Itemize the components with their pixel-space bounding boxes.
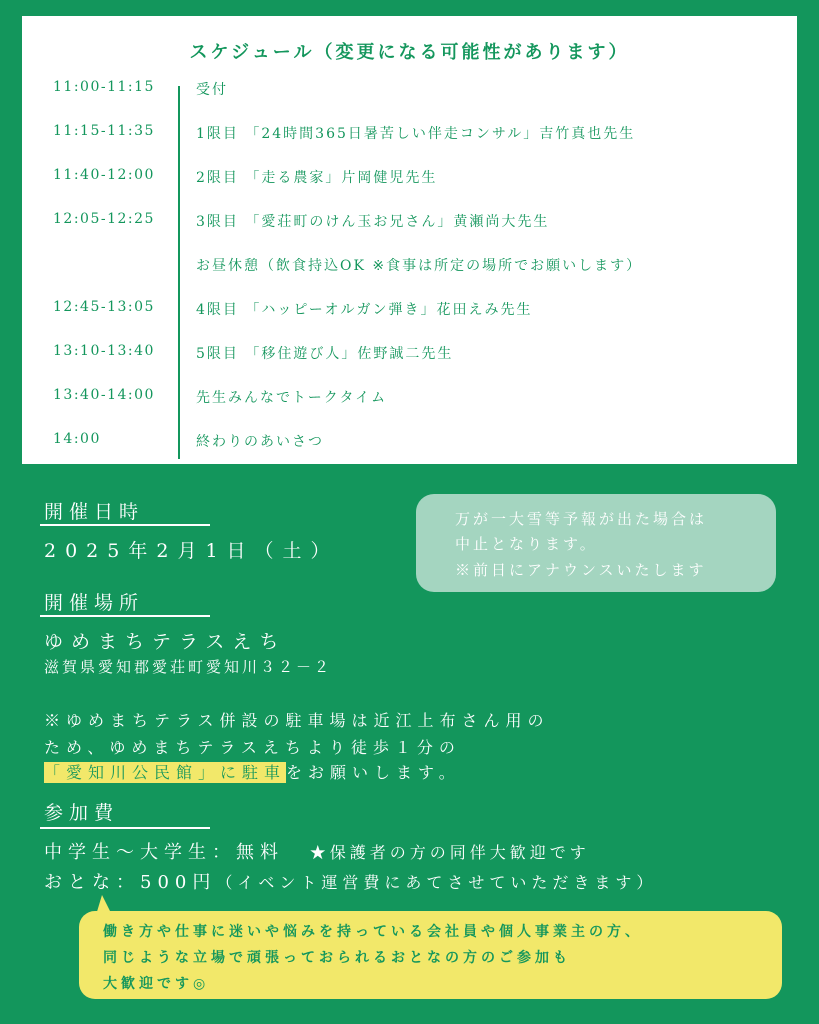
parking-highlight: 「愛知川公民館」に駐車 xyxy=(44,763,287,782)
date-heading: 開催日時 xyxy=(44,501,145,523)
fee-line-adults xyxy=(44,868,657,894)
invite-bubble xyxy=(79,911,782,999)
schedule-row xyxy=(22,343,797,367)
fee-heading-rule xyxy=(40,827,210,829)
schedule-time: 11:40-12:00 xyxy=(53,167,155,183)
schedule-row xyxy=(22,387,797,411)
fee-adults: おとな：500円 xyxy=(44,872,217,893)
parking-note-line xyxy=(44,760,461,783)
fee-guardian-note: ★保護者の方の同伴大歓迎です xyxy=(309,843,590,862)
event-date: 2025年2月1日（土） xyxy=(44,540,339,562)
schedule-row xyxy=(22,255,797,279)
schedule-desc: 受付 xyxy=(196,82,228,98)
invite-line: 同じような立場で頑張っておられるおとなの方のご参加も xyxy=(103,950,571,966)
schedule-desc: 5限目 「移住遊び人」佐野誠二先生 xyxy=(196,346,454,362)
warning-line: 中止となります。 xyxy=(455,535,598,553)
schedule-desc: 4限目 「ハッピーオルガン弾き」花田えみ先生 xyxy=(196,302,533,318)
venue-heading: 開催場所 xyxy=(44,592,145,614)
schedule-row xyxy=(22,79,797,103)
schedule-row xyxy=(22,167,797,191)
schedule-row xyxy=(22,123,797,147)
schedule-desc: お昼休憩（飲食持込OK ※食事は所定の場所でお願いします） xyxy=(196,258,643,274)
schedule-time: 12:05-12:25 xyxy=(53,211,155,227)
schedule-desc: 2限目 「走る農家」片岡健児先生 xyxy=(196,170,438,186)
schedule-card xyxy=(22,16,797,464)
schedule-row xyxy=(22,211,797,235)
fee-line-students xyxy=(44,838,590,864)
schedule-title: スケジュール（変更になる可能性があります） xyxy=(189,42,630,63)
venue-name: ゆめまちテラスえち xyxy=(44,631,287,653)
schedule-desc: 終わりのあいさつ xyxy=(196,434,324,450)
fee-adults-note: （イベント運営費にあてさせていただきます） xyxy=(216,873,658,892)
schedule-time: 11:00-11:15 xyxy=(53,79,155,95)
weather-warning-bubble xyxy=(416,494,776,592)
invite-line: 大歓迎です◎ xyxy=(103,976,210,992)
schedule-time: 13:40-14:00 xyxy=(53,387,155,403)
schedule-row xyxy=(22,431,797,455)
parking-note-rest: をお願いします。 xyxy=(286,763,461,782)
venue-heading-rule xyxy=(40,615,210,617)
invite-line: 働き方や仕事に迷いや悩みを持っている会社員や個人事業主の方、 xyxy=(103,924,643,940)
venue-address: 滋賀県愛知郡愛荘町愛知川３２－２ xyxy=(44,658,333,676)
schedule-time: 12:45-13:05 xyxy=(53,299,155,315)
schedule-desc: 1限目 「24時間365日暑苦しい伴走コンサル」吉竹真也先生 xyxy=(196,126,636,142)
fee-students: 中学生～大学生：無料 xyxy=(44,842,284,863)
warning-line: 万が一大雪等予報が出た場合は xyxy=(455,510,708,528)
schedule-time: 11:15-11:35 xyxy=(53,123,155,139)
schedule-time: 14:00 xyxy=(53,431,101,447)
schedule-desc: 先生みんなでトークタイム xyxy=(196,390,388,406)
date-heading-rule xyxy=(40,524,210,526)
schedule-row xyxy=(22,299,797,323)
warning-line: ※前日にアナウンスいたします xyxy=(455,561,707,579)
parking-note-line: ※ゆめまちテラス併設の駐車場は近江上布さん用の xyxy=(44,711,550,730)
parking-note-line: ため、ゆめまちテラスえちより徒歩１分の xyxy=(44,738,461,757)
schedule-desc: 3限目 「愛荘町のけん玉お兄さん」黄瀬尚大先生 xyxy=(196,214,550,230)
schedule-time: 13:10-13:40 xyxy=(53,343,155,359)
fee-heading: 参加費 xyxy=(44,802,120,824)
